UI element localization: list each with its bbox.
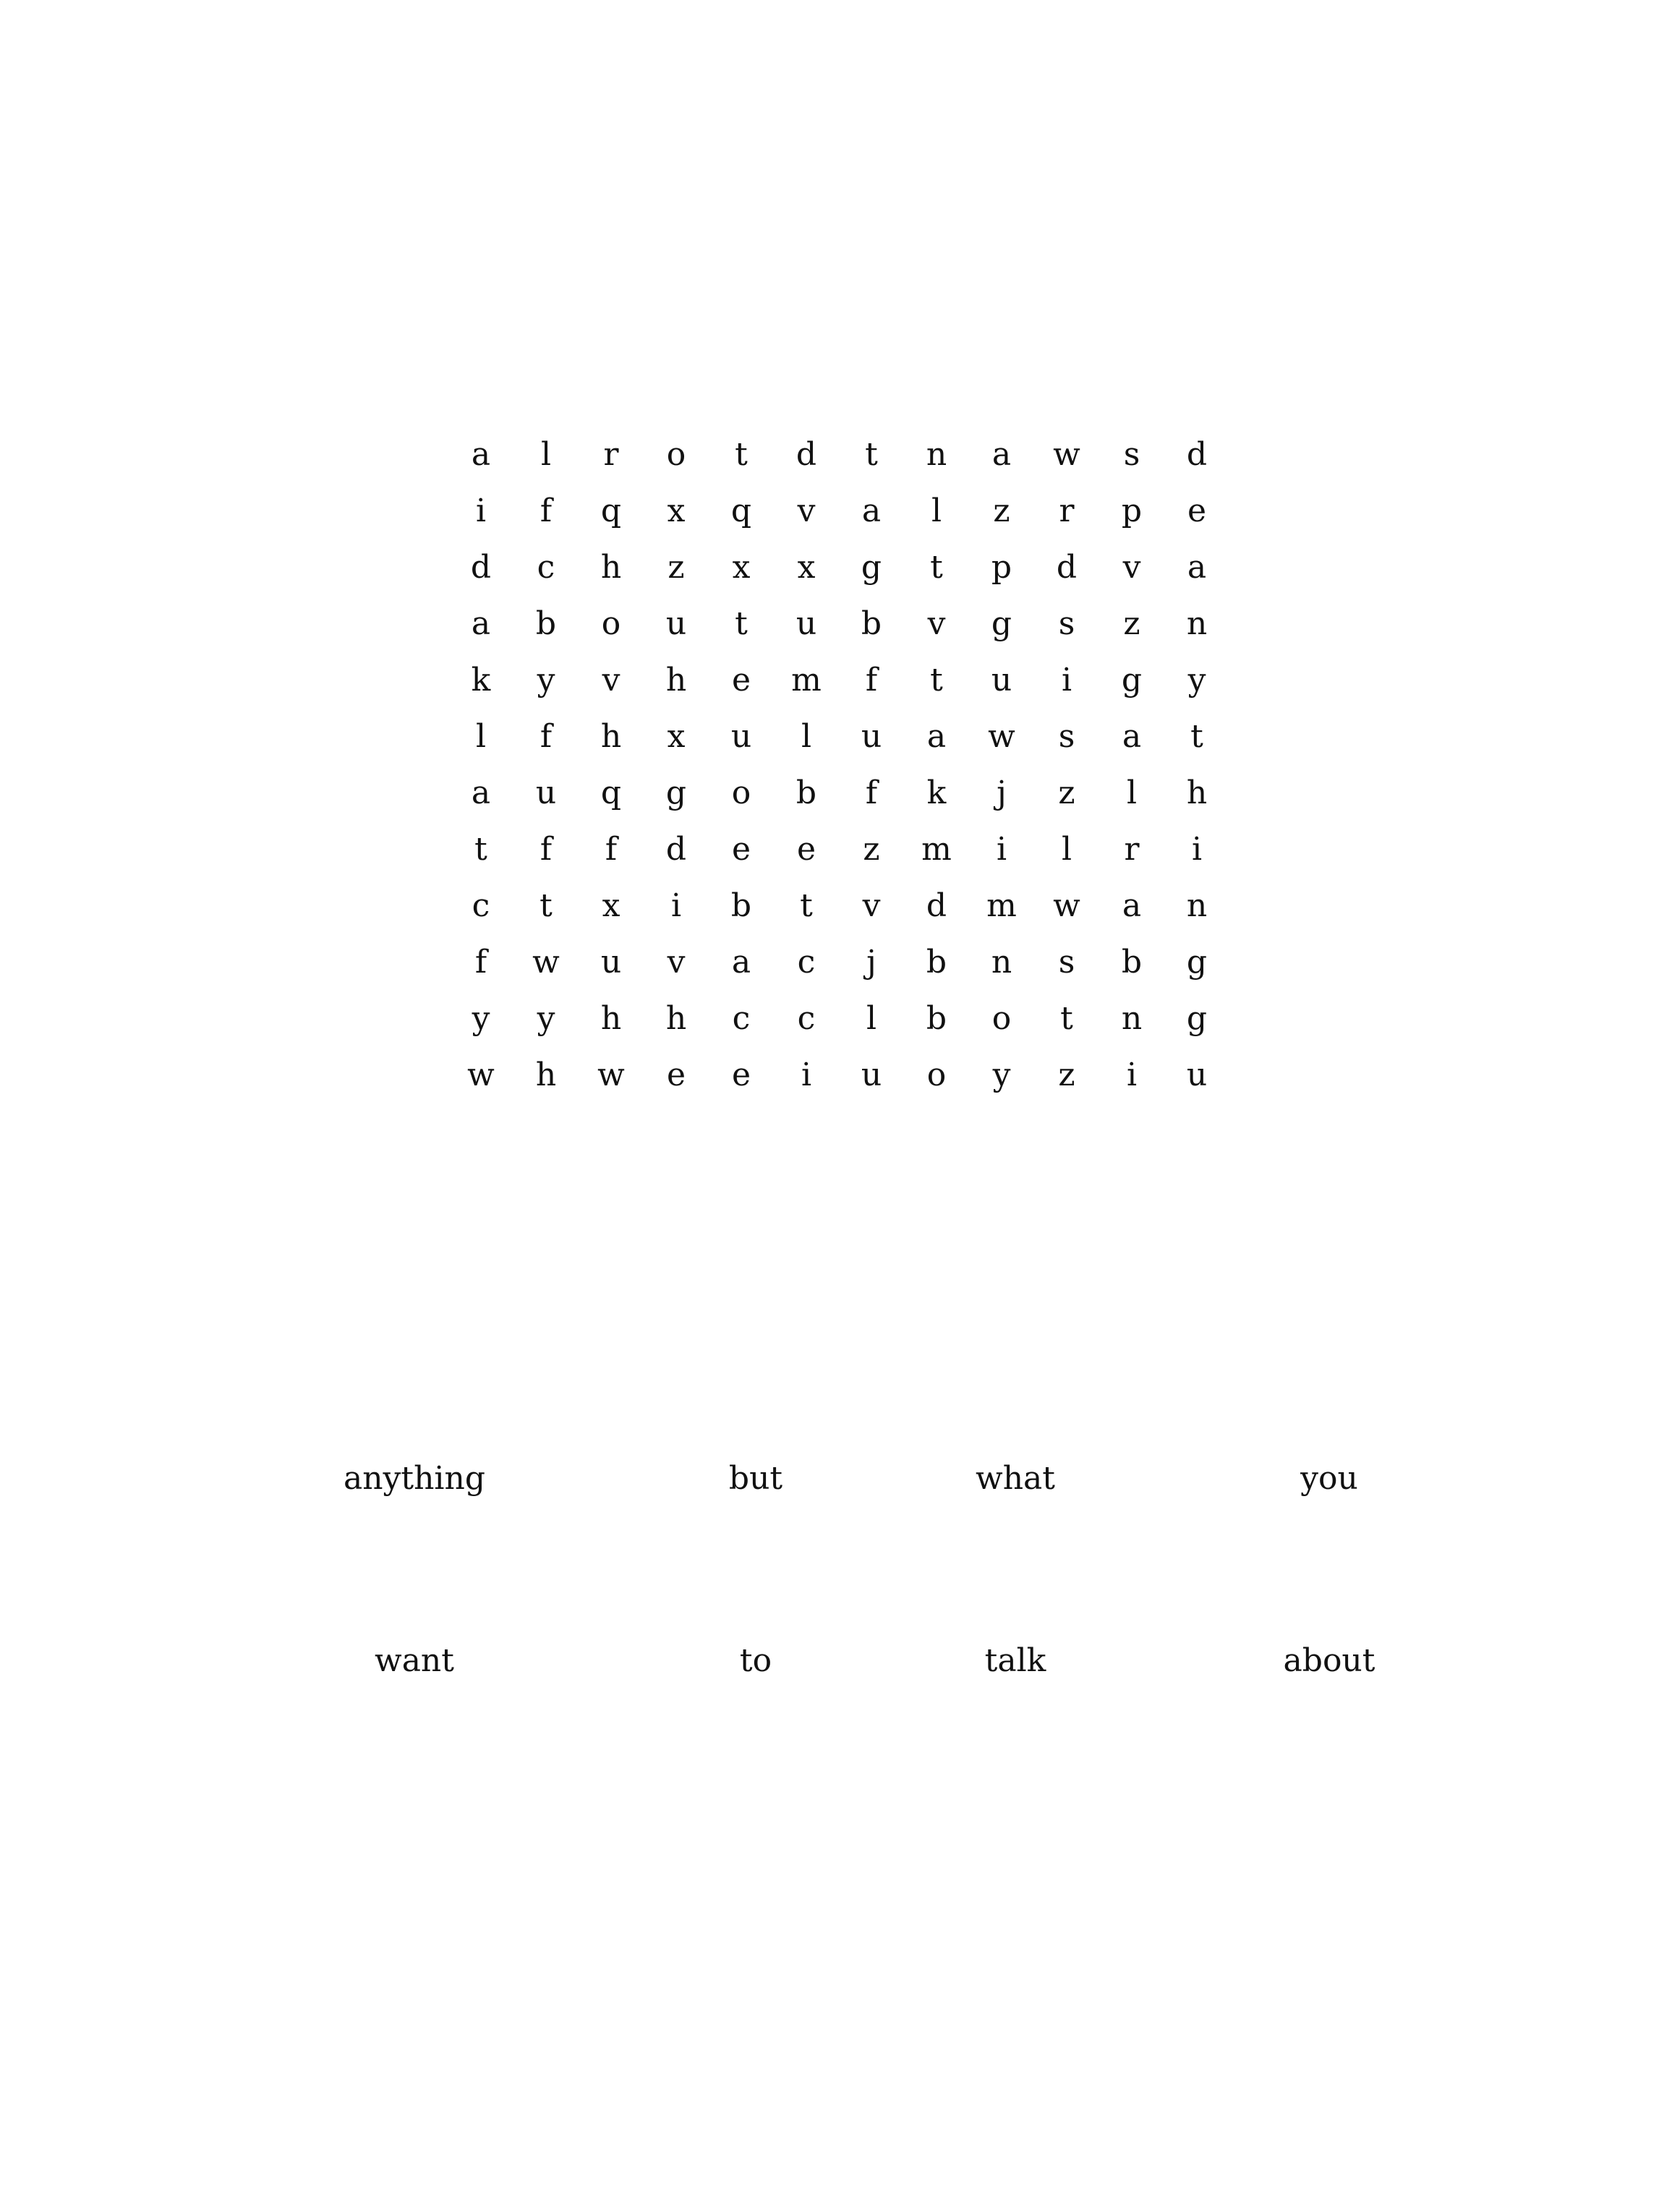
grid-cell: q [600,774,622,811]
grid-cell: b [796,774,817,811]
grid-cell: s [1123,436,1140,473]
grid-cell: d [1186,436,1208,473]
grid-cell: e [731,662,751,699]
grid-row [448,427,1229,483]
grid-cell: e [1187,492,1207,529]
grid-cell: g [1121,662,1143,699]
grid-cell: r [1059,492,1075,529]
grid-cell: l [801,718,812,755]
grid-cell: i [801,1056,812,1093]
grid-cell: m [986,887,1017,924]
grid-cell: a [1187,549,1207,586]
grid-cell: d [665,831,687,868]
grid-cell: d [926,887,947,924]
grid-cell: z [1058,1056,1075,1093]
grid-cell: f [865,662,878,699]
grid-cell: c [732,1000,751,1037]
grid-cell: h [665,662,687,699]
grid-cell: n [991,944,1012,981]
grid-row [448,1047,1229,1103]
grid-cell: d [796,436,817,473]
grid-cell: z [667,549,685,586]
grid-cell: o [991,1000,1012,1037]
grid-cell: a [1122,718,1142,755]
grid-cell: q [600,492,622,529]
grid-cell: a [991,436,1012,473]
grid-cell: w [1053,436,1080,473]
grid-cell: c [797,944,816,981]
grid-cell: v [862,887,881,924]
grid-cell: h [600,718,622,755]
grid-cell: l [475,718,487,755]
grid-cell: l [931,492,942,529]
grid-cell: a [471,605,491,642]
grid-cell: t [1060,1000,1073,1037]
grid-row [448,765,1229,821]
word-search-grid [448,427,1229,1103]
grid-cell: n [926,436,947,473]
word-what: what [976,1460,1055,1497]
grid-cell: c [472,887,490,924]
grid-cell: z [993,492,1010,529]
grid-cell: w [1053,887,1080,924]
grid-cell: a [471,436,491,473]
grid-cell: d [470,549,492,586]
grid-cell: l [1061,831,1072,868]
grid-cell: x [602,887,620,924]
grid-cell: e [731,1056,751,1093]
grid-cell: y [472,1000,490,1037]
grid-cell: w [988,718,1015,755]
grid-cell: c [537,549,555,586]
grid-cell: n [1186,605,1208,642]
grid-cell: t [1190,718,1203,755]
grid-cell: g [665,774,687,811]
grid-cell: v [797,492,816,529]
grid-cell: s [1058,944,1075,981]
grid-cell: b [1121,944,1143,981]
grid-cell: a [731,944,751,981]
grid-cell: h [600,1000,622,1037]
grid-row [448,821,1229,878]
grid-cell: x [667,718,686,755]
grid-cell: p [991,549,1012,586]
grid-cell: v [602,662,620,699]
grid-cell: u [600,944,622,981]
grid-cell: b [926,944,947,981]
grid-cell: v [1122,549,1141,586]
grid-cell: d [1056,549,1078,586]
grid-cell: g [1186,944,1208,981]
grid-cell: j [866,944,876,981]
grid-cell: a [861,492,882,529]
grid-cell: r [603,436,619,473]
grid-cell: e [796,831,816,868]
grid-cell: c [797,1000,816,1037]
grid-row [448,934,1229,991]
grid-cell: h [535,1056,557,1093]
word-about: about [1283,1642,1375,1679]
grid-cell: x [732,549,751,586]
word-talk: talk [984,1642,1046,1679]
grid-cell: h [1186,774,1208,811]
grid-cell: u [991,662,1012,699]
grid-cell: y [992,1056,1011,1093]
grid-cell: u [861,1056,882,1093]
grid-cell: w [532,944,560,981]
grid-cell: t [930,549,943,586]
grid-cell: u [665,605,687,642]
grid-cell: t [800,887,813,924]
grid-cell: r [1124,831,1140,868]
grid-cell: o [731,774,751,811]
grid-cell: e [666,1056,686,1093]
grid-cell: y [1187,662,1206,699]
grid-cell: i [1061,662,1072,699]
grid-cell: m [791,662,822,699]
grid-cell: b [926,1000,947,1037]
grid-cell: u [730,718,752,755]
grid-cell: g [991,605,1012,642]
grid-row [448,709,1229,765]
grid-cell: u [796,605,817,642]
grid-cell: z [863,831,880,868]
grid-cell: t [474,831,487,868]
grid-cell: f [539,831,553,868]
grid-cell: k [471,662,491,699]
grid-cell: e [731,831,751,868]
grid-cell: x [667,492,686,529]
grid-cell: p [1121,492,1143,529]
word-but: but [728,1460,783,1497]
grid-cell: z [1123,605,1140,642]
grid-cell: u [1186,1056,1208,1093]
grid-cell: u [861,718,882,755]
grid-cell: l [1126,774,1138,811]
grid-cell: l [540,436,552,473]
grid-cell: j [997,774,1007,811]
grid-cell: i [1191,831,1203,868]
grid-cell: a [471,774,491,811]
grid-cell: s [1058,718,1075,755]
grid-cell: i [996,831,1007,868]
word-to: to [739,1642,772,1679]
grid-cell: o [926,1056,947,1093]
grid-cell: i [670,887,682,924]
grid-cell: f [539,718,553,755]
grid-cell: h [665,1000,687,1037]
grid-cell: y [537,662,555,699]
grid-cell: t [930,662,943,699]
grid-cell: n [1121,1000,1143,1037]
grid-cell: a [1122,887,1142,924]
grid-cell: f [605,831,618,868]
grid-cell: u [535,774,557,811]
grid-cell: k [926,774,947,811]
grid-row [448,596,1229,652]
grid-cell: w [597,1056,625,1093]
grid-row [448,991,1229,1047]
grid-cell: f [474,944,487,981]
word-want: want [375,1642,454,1679]
grid-cell: g [861,549,882,586]
word-you: you [1300,1460,1358,1497]
grid-cell: t [865,436,878,473]
grid-cell: h [600,549,622,586]
grid-cell: q [730,492,752,529]
grid-cell: y [537,1000,555,1037]
grid-row [448,652,1229,709]
grid-row [448,483,1229,539]
grid-cell: m [921,831,952,868]
grid-cell: b [535,605,557,642]
word-anything: anything [343,1460,486,1497]
grid-cell: n [1186,887,1208,924]
grid-cell: g [1186,1000,1208,1037]
grid-cell: v [927,605,946,642]
grid-cell: f [865,774,878,811]
grid-cell: w [467,1056,495,1093]
grid-cell: t [735,605,748,642]
grid-cell: o [666,436,686,473]
grid-cell: i [1126,1056,1138,1093]
grid-cell: a [926,718,947,755]
grid-row [448,878,1229,934]
grid-cell: o [601,605,621,642]
grid-cell: v [667,944,686,981]
grid-cell: t [539,887,553,924]
grid-cell: b [730,887,752,924]
grid-cell: f [539,492,553,529]
grid-cell: i [475,492,487,529]
grid-cell: z [1058,774,1075,811]
grid-row [448,539,1229,596]
grid-cell: x [797,549,816,586]
grid-cell: t [735,436,748,473]
grid-cell: b [861,605,882,642]
grid-cell: s [1058,605,1075,642]
grid-cell: l [866,1000,877,1037]
